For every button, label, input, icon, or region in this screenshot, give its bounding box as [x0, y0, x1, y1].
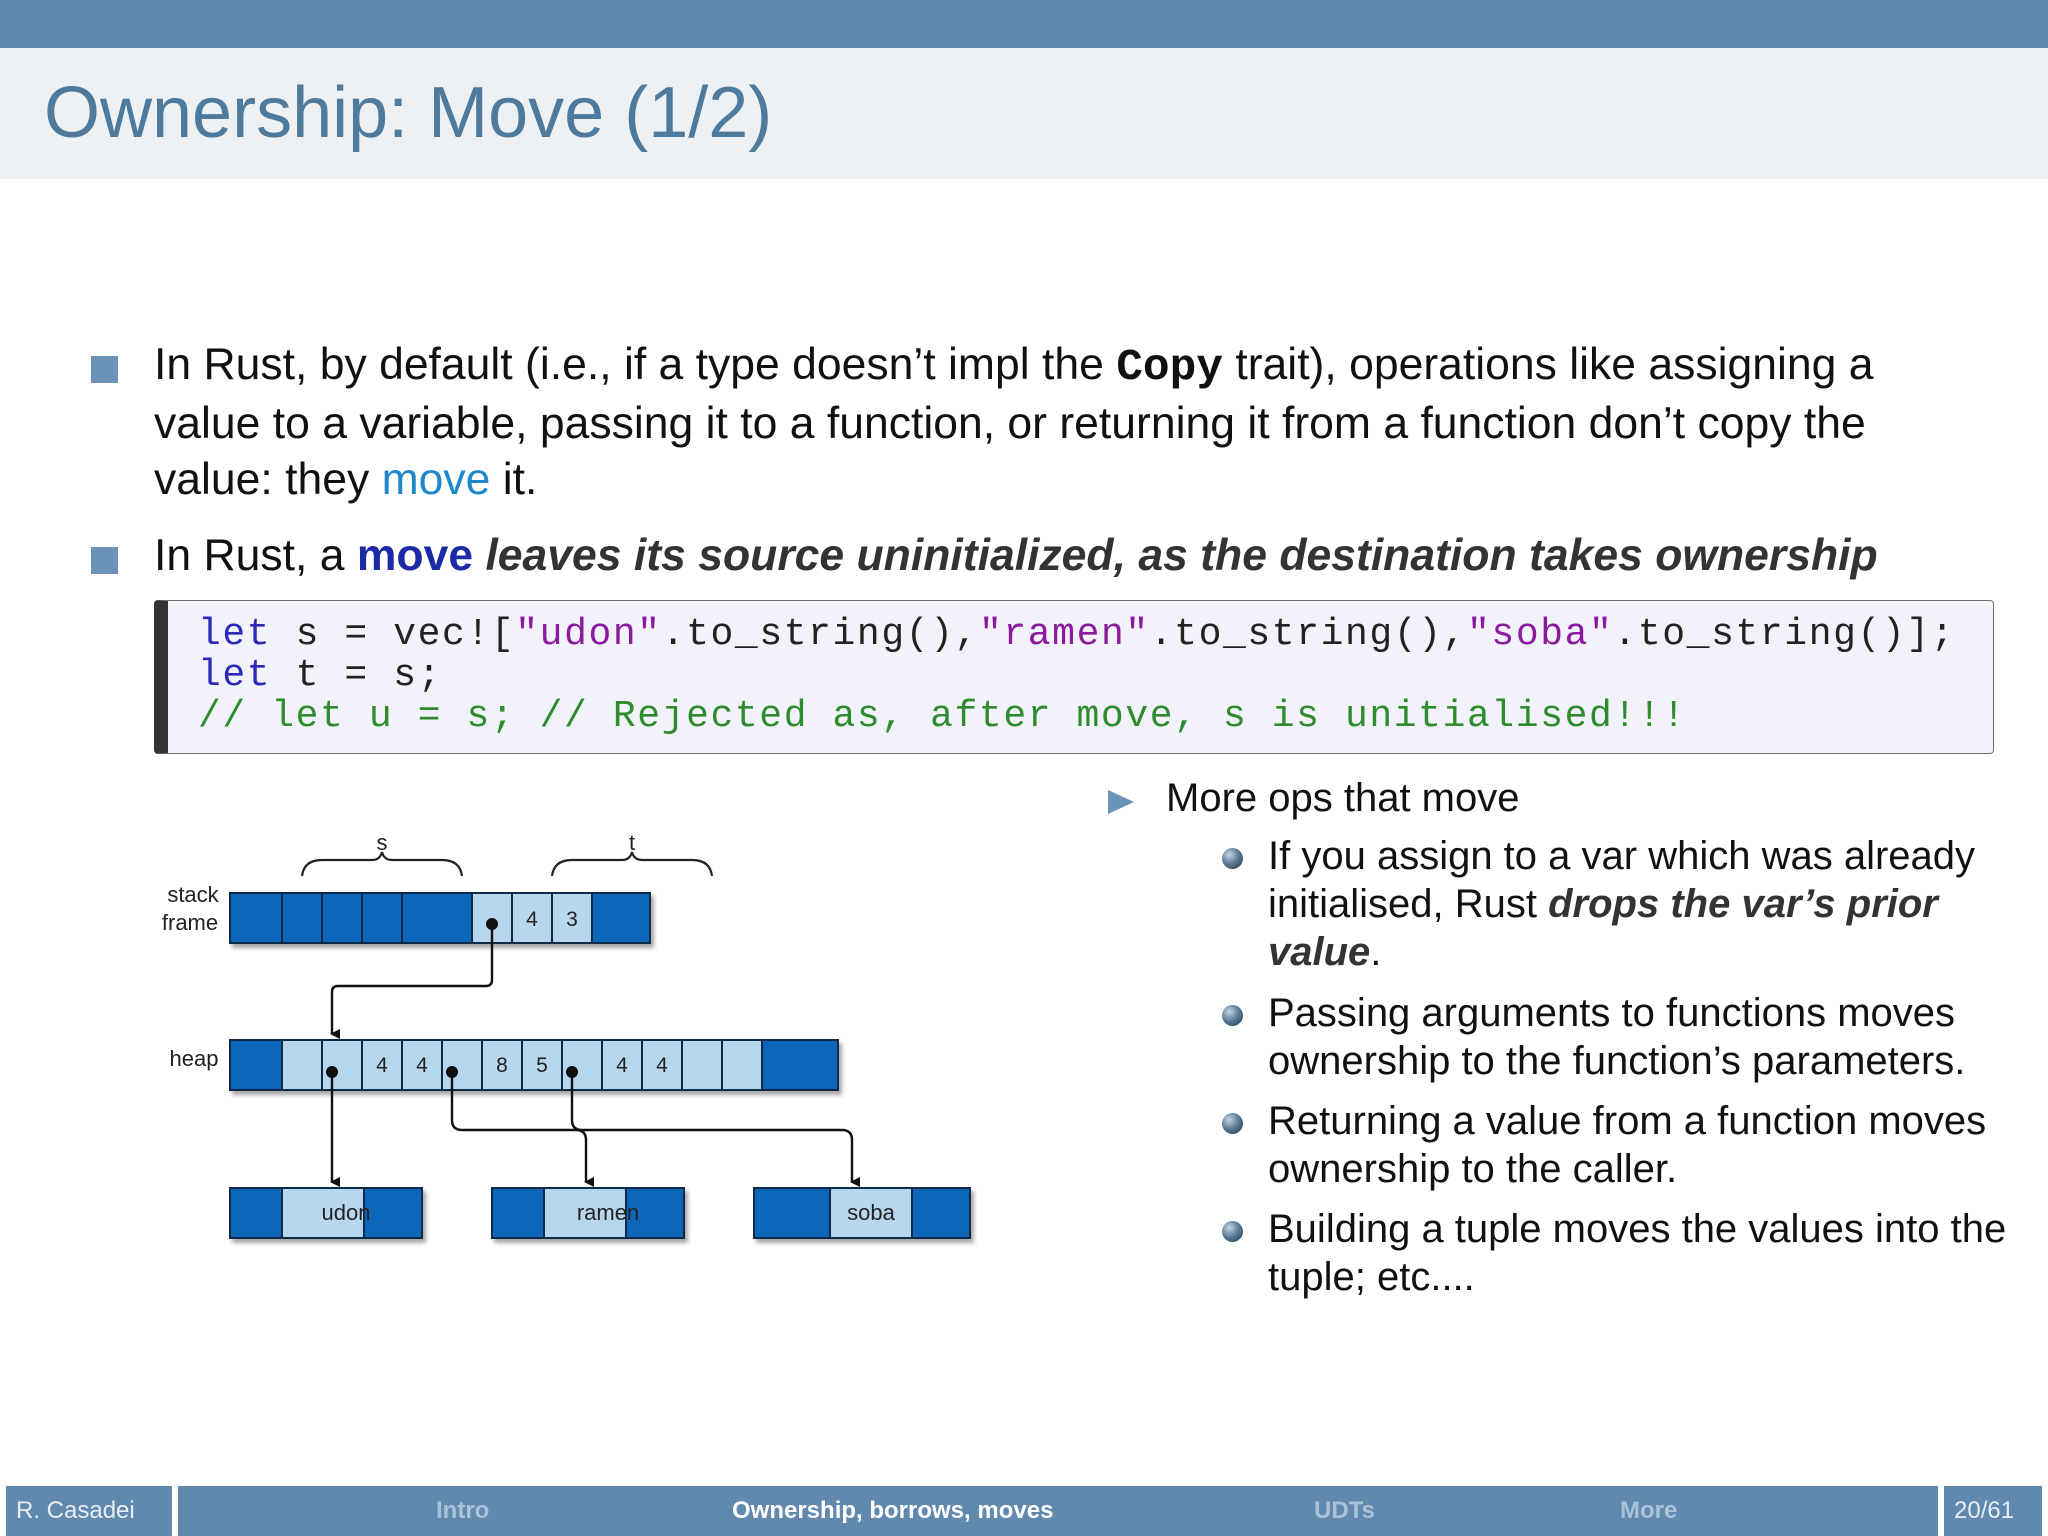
heap-value: 8: [496, 1054, 508, 1077]
code-line-1: let s = vec!["udon".to_string(),"ramen".to_string(),"soba".to_string()];: [198, 613, 1956, 656]
heap-row: [230, 1040, 838, 1090]
subsection-heading: More ops that move: [1166, 776, 1520, 820]
heap-label: heap: [169, 1046, 219, 1071]
stack-label-1: stack: [167, 882, 219, 907]
page-number: 20/61: [1954, 1497, 2015, 1524]
string-udon: udon: [321, 1200, 371, 1225]
bullet-1-line-2: value to a variable, passing it to a function, or returning it from a function don’t copy the: [154, 399, 1866, 448]
slide-title: Ownership: Move (1/2): [44, 73, 773, 153]
drop-emphasis: drops the var’s prior value: [1268, 882, 1938, 974]
footer-author: R. Casadei: [16, 1497, 135, 1524]
code-line-2: let t = s;: [198, 654, 443, 697]
footer-nav: [178, 1486, 1938, 1536]
t-cap-value: 3: [566, 908, 578, 931]
code-block: [154, 600, 1994, 754]
move-keyword: move: [356, 531, 474, 580]
sub-bullet-3: Returning a value from a function moves ownership to the caller.: [1268, 1099, 1987, 1191]
string-ramen: ramen: [576, 1200, 640, 1225]
footer-page-box: [1944, 1486, 2042, 1536]
bullet-1-text: [154, 337, 2034, 508]
sub-bullet-2: Passing arguments to functions moves ownership to the function’s parameters.: [1268, 991, 1966, 1083]
heap-value: 4: [616, 1054, 628, 1077]
heap-value: 4: [416, 1054, 428, 1077]
sub-bullet-marker: [1222, 1221, 1243, 1242]
sub-bullet-4: Building a tuple moves the values into the tuple; etc....: [1268, 1207, 2007, 1299]
triangle-bullet-icon: [1106, 788, 1136, 816]
move-explanation: leaves its source uninitialized, as the destination takes ownership: [473, 531, 1878, 580]
sub-bullet-marker: [1222, 848, 1243, 869]
nav-more[interactable]: More: [1620, 1497, 1678, 1524]
bullet-2-text: In Rust, a move leaves its source uninitialized, as the destination takes ownership: [154, 531, 1878, 580]
sub-bullet-1: If you assign to a var which was already initialised, Rust drops the var’s prior value.: [1268, 834, 1976, 974]
move-highlight: move: [381, 455, 491, 504]
heap-value: 5: [536, 1054, 548, 1077]
brace-s: [302, 852, 462, 876]
label-s: s: [376, 830, 388, 855]
heap-value: 4: [656, 1054, 668, 1077]
sub-bullet-marker: [1222, 1005, 1243, 1026]
stack-frame-row: [230, 893, 650, 943]
nav-ownership[interactable]: Ownership, borrows, moves: [732, 1497, 1054, 1524]
top-bar: [0, 0, 2048, 48]
stack-label-2: frame: [161, 910, 219, 935]
bullet-marker: [91, 356, 118, 383]
copy-trait-code: Copy: [1116, 343, 1224, 393]
brace-t: [552, 852, 712, 876]
memory-diagram: [150, 820, 1020, 1260]
heap-value: 4: [376, 1054, 388, 1077]
bullet-marker: [91, 547, 118, 574]
footer-author-box: [6, 1486, 172, 1536]
string-soba: soba: [847, 1200, 895, 1225]
code-line-3-comment: // let u = s; // Rejected as, after move, s is unitialised!!!: [198, 695, 1687, 738]
label-t: t: [628, 830, 636, 855]
bullet-1-line-1: In Rust, by default (i.e., if a type doesn’t impl the Copy trait), operations like assigning a: [154, 340, 1874, 393]
nav-intro[interactable]: Intro: [436, 1497, 490, 1524]
sub-bullet-marker: [1222, 1113, 1243, 1134]
t-len-value: 4: [526, 908, 538, 931]
bullet-1-line-3: value: they move it.: [154, 455, 538, 504]
nav-udts[interactable]: UDTs: [1314, 1497, 1375, 1524]
